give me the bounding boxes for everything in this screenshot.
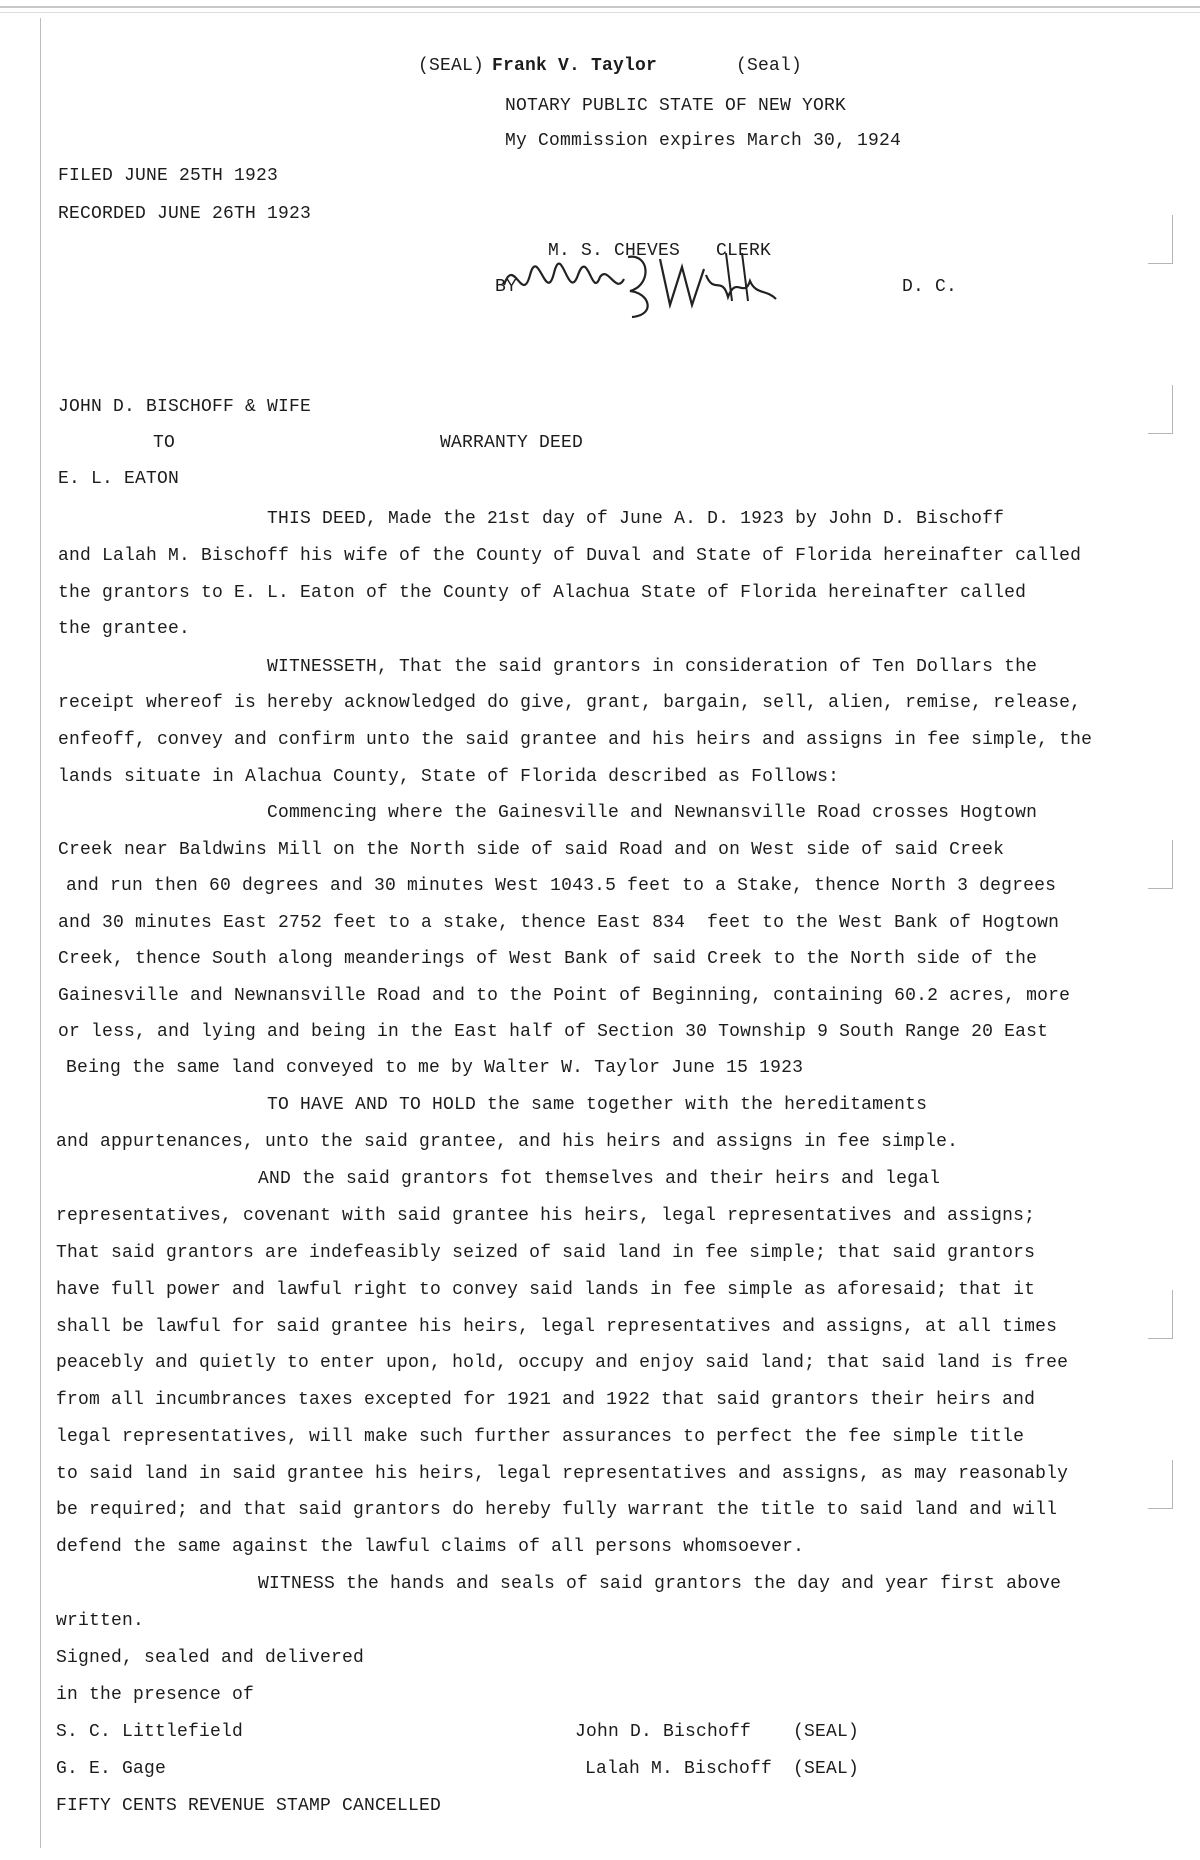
- notary-seal-right: (Seal): [736, 56, 803, 76]
- margin-mark: [1148, 385, 1173, 434]
- witness-2: G. E. Gage: [56, 1759, 167, 1779]
- top-border: [0, 6, 1200, 8]
- body-line: Gainesville and Newnansville Road and to the Point of Beginning, containing 60.2 acres, more: [58, 986, 1071, 1006]
- clerk-signature: [500, 245, 780, 320]
- body-line: TO HAVE AND TO HOLD the same together with the hereditaments: [267, 1095, 928, 1115]
- body-line: Creek, thence South along meanderings of West Bank of said Creek to the North side of the: [58, 949, 1038, 969]
- body-line: Being the same land conveyed to me by Walter W. Taylor June 15 1923: [66, 1058, 804, 1078]
- body-line: enfeoff, convey and confirm unto the said grantee and his heirs and assigns in fee simple, the: [58, 730, 1093, 750]
- body-line: have full power and lawful right to convey said lands in fee simple as aforesaid; that it: [56, 1280, 1036, 1300]
- signer-1: John D. Bischoff: [575, 1722, 752, 1742]
- body-line: the grantee.: [58, 619, 191, 639]
- body-line: Commencing where the Gainesville and Newnansville Road crosses Hogtown: [267, 803, 1038, 823]
- notary-commission: My Commission expires March 30, 1924: [505, 131, 902, 151]
- grantee-heading: E. L. EATON: [58, 469, 180, 489]
- filed-date: FILED JUNE 25TH 1923: [58, 166, 279, 186]
- body-line: from all incumbrances taxes excepted for 1921 and 1922 that said grantors their heirs and: [56, 1390, 1036, 1410]
- left-margin-line: [40, 18, 41, 1848]
- body-line: or less, and lying and being in the East half of Section 30 Township 9 South Range 20 East: [58, 1022, 1049, 1042]
- body-line: shall be lawful for said grantee his heirs, legal representatives and assigns, at all times: [56, 1317, 1058, 1337]
- body-line: and 30 minutes East 2752 feet to a stake, thence East 834 feet to the West Bank of Hogtown: [58, 913, 1060, 933]
- body-line: WITNESS the hands and seals of said grantors the day and year first above: [258, 1574, 1062, 1594]
- signer-2: Lalah M. Bischoff: [585, 1759, 773, 1779]
- body-line: AND the said grantors fot themselves and their heirs and legal: [258, 1169, 941, 1189]
- revenue-stamp-note: FIFTY CENTS REVENUE STAMP CANCELLED: [56, 1796, 442, 1816]
- body-line: That said grantors are indefeasibly seized of said land in fee simple; that said grantors: [56, 1243, 1036, 1263]
- notary-name: Frank V. Taylor: [492, 56, 658, 76]
- clerk-title: CLERK: [716, 241, 772, 261]
- grantor-heading: JOHN D. BISCHOFF & WIFE: [58, 397, 312, 417]
- body-line: Creek near Baldwins Mill on the North side of said Road and on West side of said Creek: [58, 840, 1005, 860]
- margin-mark: [1148, 1460, 1173, 1509]
- margin-mark: [1148, 840, 1173, 889]
- by-label: BY: [495, 277, 518, 297]
- witness-1: S. C. Littlefield: [56, 1722, 244, 1742]
- body-line: the grantors to E. L. Eaton of the County of Alachua State of Florida hereinafter called: [58, 583, 1027, 603]
- body-line: lands situate in Alachua County, State of Florida described as Follows:: [58, 767, 840, 787]
- margin-mark: [1148, 215, 1173, 264]
- notary-seal-left: (SEAL): [418, 56, 485, 76]
- deputy-clerk: D. C.: [902, 277, 958, 297]
- body-line: representatives, covenant with said grantee his heirs, legal representatives and assigns;: [56, 1206, 1036, 1226]
- body-line: legal representatives, will make such further assurances to perfect the fee simple title: [56, 1427, 1025, 1447]
- notary-title: NOTARY PUBLIC STATE OF NEW YORK: [505, 96, 847, 116]
- body-line: THIS DEED, Made the 21st day of June A. D. 1923 by John D. Bischoff: [267, 509, 1005, 529]
- top-border-inner: [0, 12, 1200, 13]
- body-line: and Lalah M. Bischoff his wife of the County of Duval and State of Florida hereinafter called: [58, 546, 1082, 566]
- body-line: defend the same against the lawful claims of all persons whomsoever.: [56, 1537, 805, 1557]
- body-line: WITNESSETH, That the said grantors in consideration of Ten Dollars the: [267, 657, 1038, 677]
- in-presence-of: in the presence of: [56, 1685, 255, 1705]
- recorded-date: RECORDED JUNE 26TH 1923: [58, 204, 312, 224]
- body-line: be required; and that said grantors do hereby fully warrant the title to said land and will: [56, 1500, 1058, 1520]
- signer-1-seal: (SEAL): [793, 1722, 860, 1742]
- body-line: peacebly and quietly to enter upon, hold, occupy and enjoy said land; that said land is free: [56, 1353, 1069, 1373]
- signer-2-seal: (SEAL): [793, 1759, 860, 1779]
- body-line: receipt whereof is hereby acknowledged do give, grant, bargain, sell, alien, remise, release,: [58, 693, 1082, 713]
- body-line: to said land in said grantee his heirs, legal representatives and assigns, as may reasonably: [56, 1464, 1069, 1484]
- clerk-name: M. S. CHEVES: [548, 241, 681, 261]
- to-heading: TO: [153, 433, 176, 453]
- body-line: and appurtenances, unto the said grantee, and his heirs and assigns in fee simple.: [56, 1132, 959, 1152]
- deed-type: WARRANTY DEED: [440, 433, 584, 453]
- body-line: and run then 60 degrees and 30 minutes West 1043.5 feet to a Stake, thence North 3 degrees: [66, 876, 1057, 896]
- margin-mark: [1148, 1290, 1173, 1339]
- body-line: written.: [56, 1611, 145, 1631]
- signed-sealed-delivered: Signed, sealed and delivered: [56, 1648, 365, 1668]
